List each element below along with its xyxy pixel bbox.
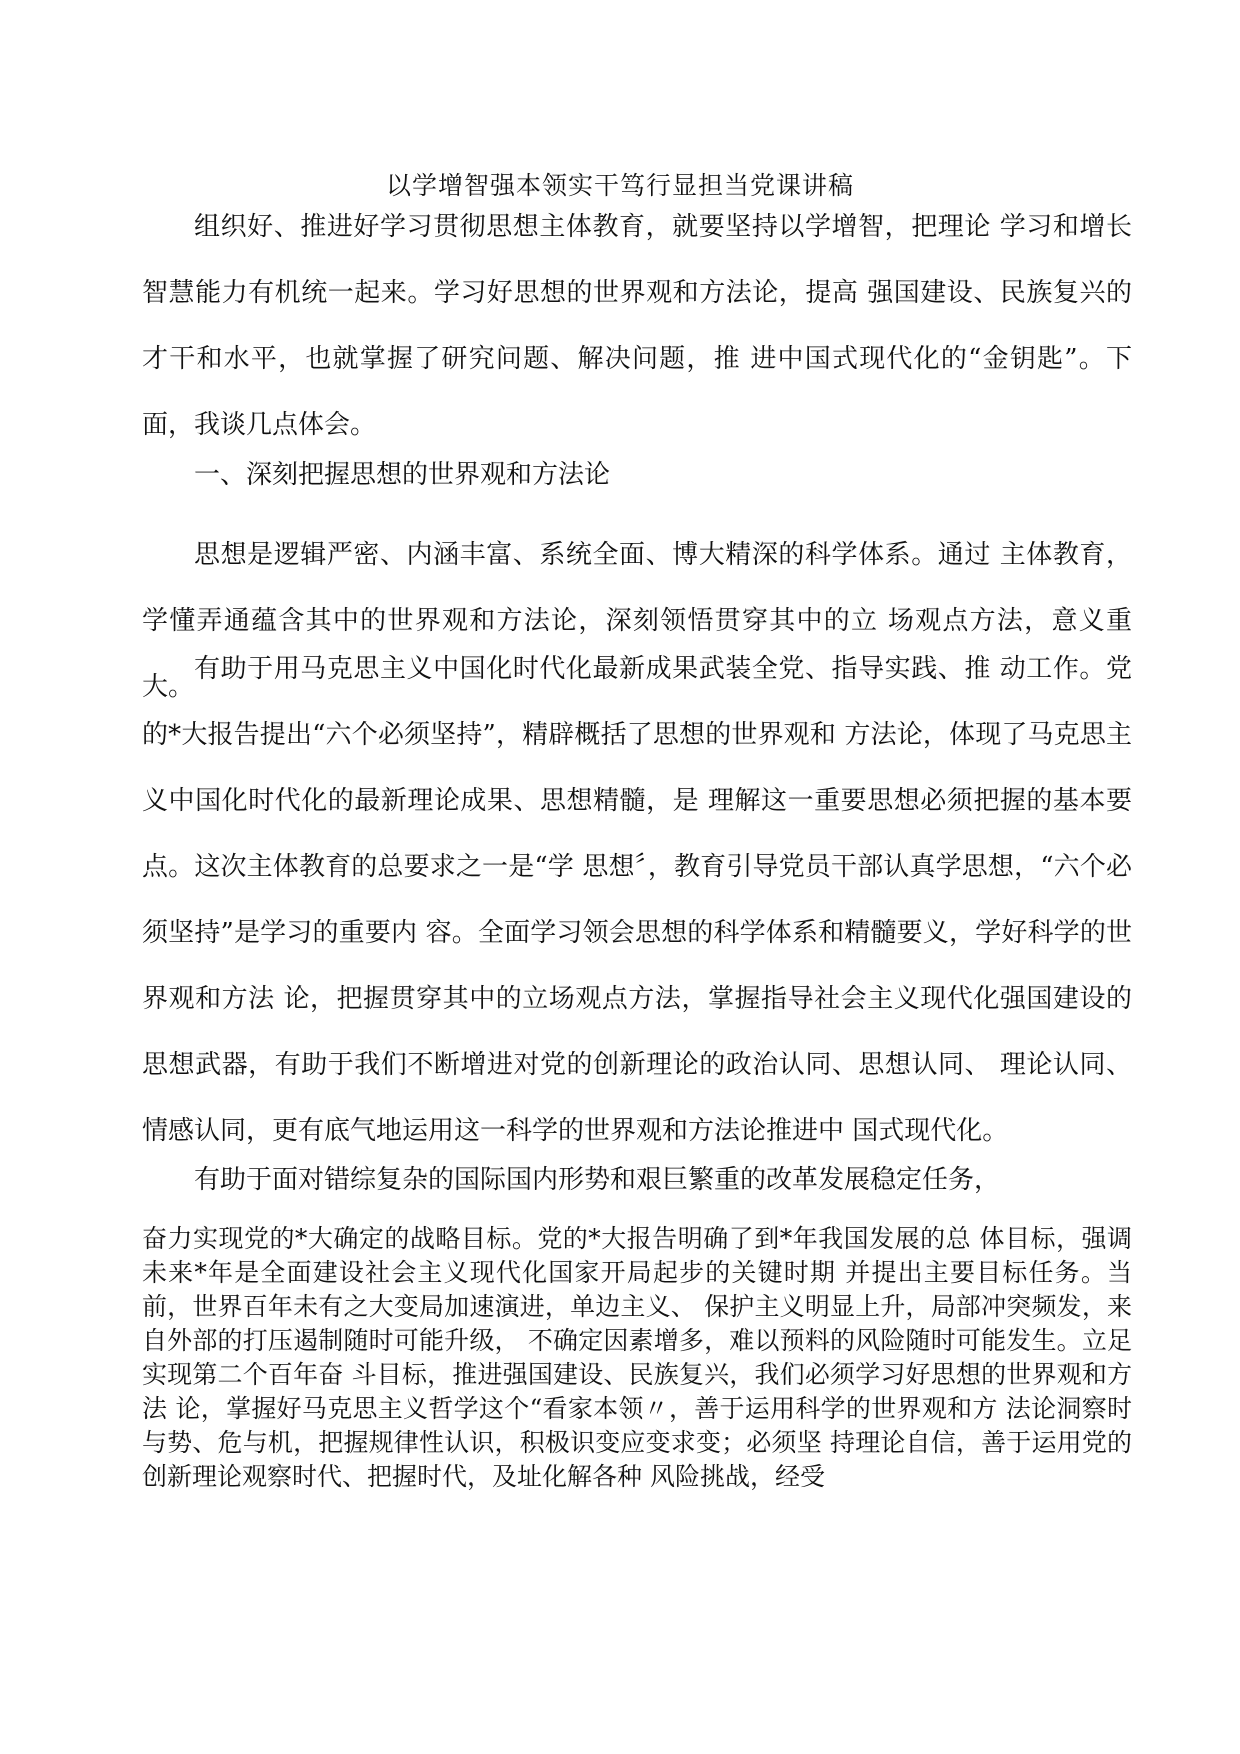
paragraph-point-1: 有助于用马克思主义中国化时代化最新成果武装全党、指导实践、推 动工作。党的*大报告提出“六个必须坚持”，精辟概括了思想的世界观和 方法论，体现了马克思主义中国化时代化的最新理论成果、思想精髓，是 理解这一重要思想必须把握的基本要点。这次主体教育的总要求之一是“学 思想〞，教育引导党员干部认真学思想，“六个必须坚持”是学习的重要内 容。全面学习领会思想的科学体系和精髓要义，学好科学的世界观和方法 论，把握贯穿其中的立场观点方法，掌握指导社会主义现代化强国建设的 思想武器，有助于我们不断增进对党的创新理论的政治认同、思想认同、 理论认同、情感认同，更有底气地运用这一科学的世界观和方法论推进中 国式现代化。 bbox=[142, 654, 1132, 1146]
paragraph-point-2-body: 奋力实现党的*大确定的战略目标。党的*大报告明确了到*年我国发展的总 体目标，强调未来*年是全面建设社会主义现代化国家开局起步的关键时期 并提出主要目标任务。当前，世界百年未有之大变局加速演进，单边主义、 保护主义明显上升，局部冲突频发，来自外部的打压遏制随时可能升级， 不确定因素增多，难以预料的风险随时可能发生。立足实现第二个百年奋 斗目标，推进强国建设、民族复兴，我们必须学习好思想的世界观和方法 论，掌握好马克思主义哲学这个“看家本领〃，善于运用科学的世界观和方 法论洞察时与势、危与机，把握规律性认识，积极识变应变求变；必须坚 持理论自信，善于运用党的创新理论观察时代、把握时代，及址化解各种 风险挑战，经受 bbox=[142, 1224, 1132, 1491]
paragraph-intro: 组织好、推进好学习贯彻思想主体教育，就要坚持以学增智，把理论 学习和增长智慧能力有机统一起来。学习好思想的世界观和方法论，提高 强国建设、民族复兴的才干和水平，也就掌握了研究问题、解决问题，推 进中国式现代化的“金钥匙”。下面，我谈几点体会。 bbox=[142, 212, 1132, 440]
paragraph-point-2-lead: 有助于面对错综复杂的国际国内形势和艰巨繁重的改革发展稳定任务， bbox=[194, 1165, 1001, 1195]
section-heading-1: 一、深刻把握思想的世界观和方法论 bbox=[194, 460, 611, 490]
paragraph-section-1-intro: 思想是逻辑严密、内涵丰富、系统全面、博大精深的科学体系。通过 主体教育，学懂弄通蕴含其中的世界观和方法论，深刻领悟贯穿其中的立 场观点方法，意义重大。 bbox=[142, 540, 1132, 702]
document-title: 以学增智强本领实干笃行显担当党课讲稿 bbox=[385, 171, 854, 200]
